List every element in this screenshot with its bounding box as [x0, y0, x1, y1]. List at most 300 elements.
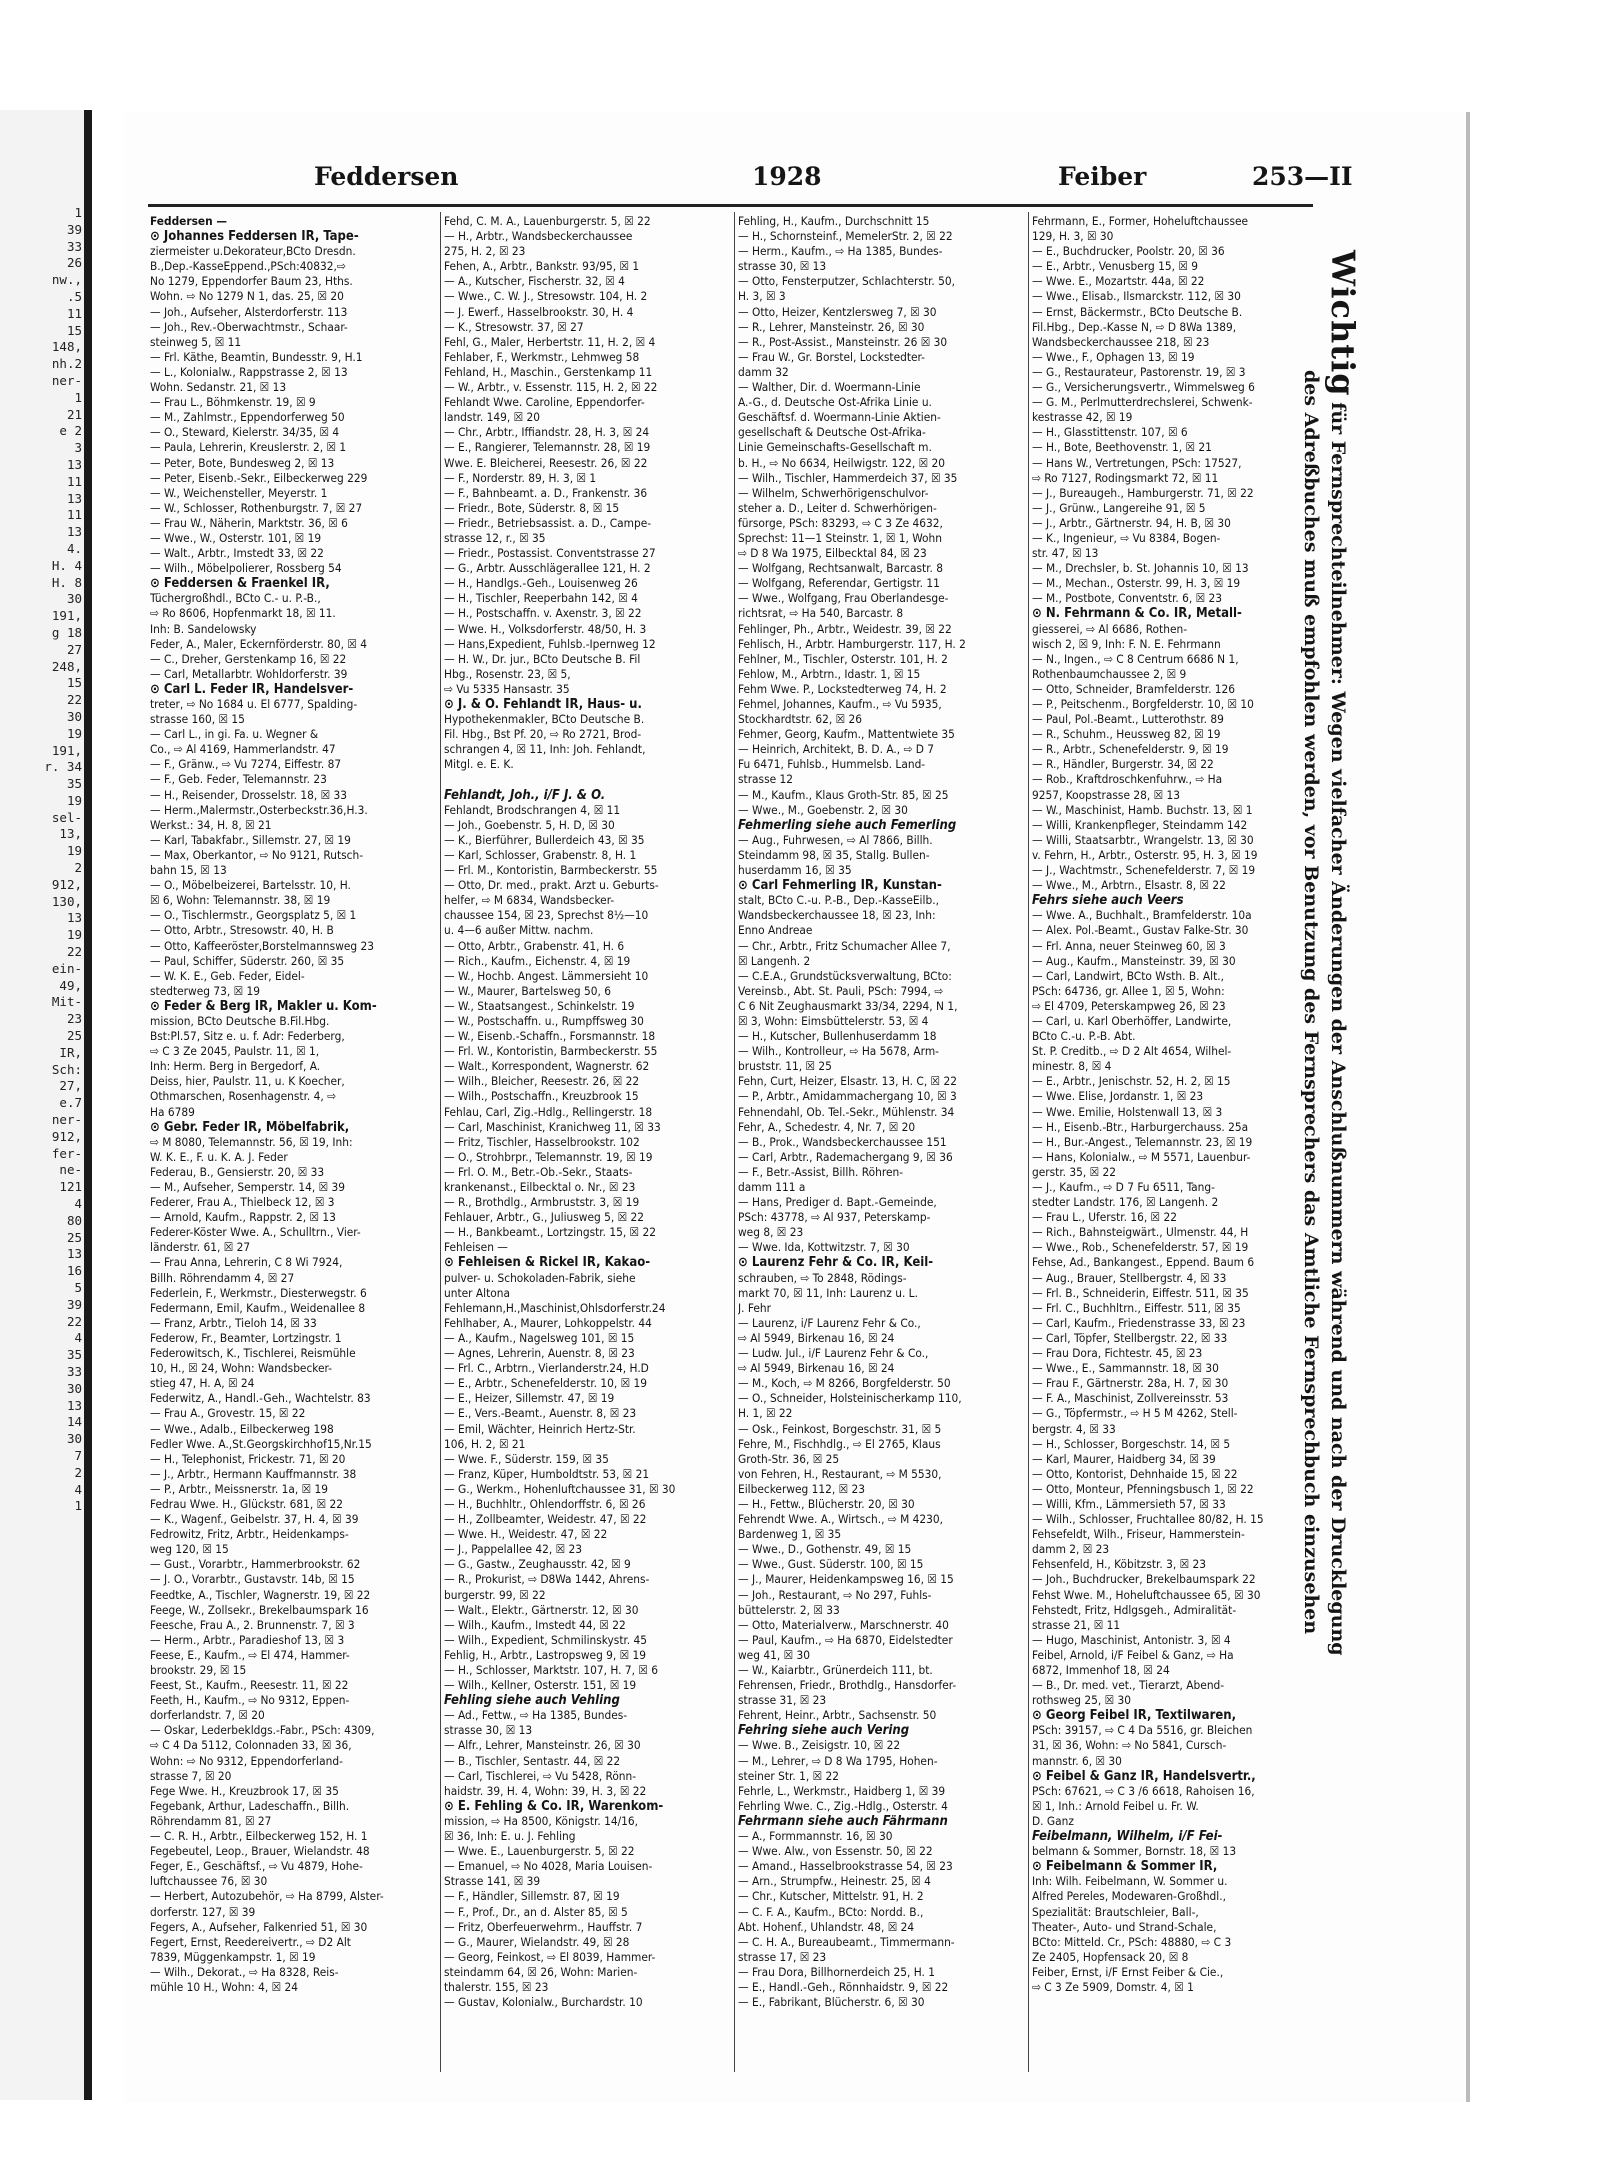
directory-entry-line: Fegert, Ernst, Reedereivertr., ⇨ D2 Alt [150, 1934, 351, 1949]
previous-page-fragment: 13 [66, 1397, 82, 1413]
directory-entry-line: — Otto, Monteur, Pfenningsbusch 1, ☒ 22 [1032, 1481, 1254, 1496]
directory-entry-line: — Wwe. F., Süderstr. 159, ☒ 35 [444, 1451, 609, 1466]
directory-entry-line: H. 3, ☒ 3 [738, 289, 786, 304]
directory-entry-line: landstr. 149, ☒ 20 [444, 410, 541, 425]
previous-page-fragment: sel- [51, 809, 82, 825]
directory-entry-line: — M., Lehrer, ⇨ D 8 Wa 1795, Hohen- [738, 1753, 938, 1768]
directory-entry-line: H. 1, ☒ 22 [738, 1406, 793, 1421]
directory-entry-line: — Joh., Rev.-Oberwachtmstr., Schaar- [150, 319, 348, 334]
directory-entry-line: — H., Glasstittenstr. 107, ☒ 6 [1032, 425, 1188, 440]
directory-entry-line: — Otto, Schneider, Bramfelderstr. 126 [1032, 681, 1236, 696]
directory-entry-line: stieg 47, H. A, ☒ 24 [150, 1376, 255, 1391]
directory-entry-line: — Wilh., Expedient, Schmilinskystr. 45 [444, 1632, 648, 1647]
directory-entry-line: thalerstr. 155, ☒ 23 [444, 1979, 549, 1994]
directory-entry-line: — Frl. W., Kontoristin, Barmbeckerstr. 55 [444, 1044, 658, 1059]
directory-entry-line: ☒ 1, Inh.: Arnold Feibel u. Fr. W. [1032, 1798, 1199, 1813]
directory-entry-line: — H., Arbtr., Wandsbeckerchaussee [444, 229, 633, 244]
directory-entry-line: Federau, B., Gensierstr. 20, ☒ 33 [150, 1164, 325, 1179]
directory-entry-line: — Frau L., Böhmkenstr. 19, ☒ 9 [150, 395, 316, 410]
directory-entry-line: ⇨ Ro 7127, Rodingsmarkt 72, ☒ 11 [1032, 470, 1219, 485]
directory-entry-line: Fegebank, Arthur, Ladeschaffn., Billh. [150, 1798, 350, 1813]
directory-entry-line: — Wwe., M., Goebenstr. 2, ☒ 30 [738, 802, 908, 817]
directory-entry-line: — Wwe., D., Gothenstr. 49, ☒ 15 [738, 1542, 912, 1557]
directory-entry-line: — Wilh., Kaufm., Imstedt 44, ☒ 22 [444, 1617, 626, 1632]
directory-entry-line: — W., Maurer, Bartelsweg 50, 6 [444, 983, 611, 998]
directory-entry-line: — J., Kaufm., ⇨ D 7 Fu 6511, Tang- [1032, 1180, 1215, 1194]
directory-entry-line: Fehnendahl, Ob. Tel.-Sekr., Mühlenstr. 34 [738, 1104, 955, 1119]
directory-entry-line: — Frau W., Näherin, Marktstr. 36, ☒ 6 [150, 515, 348, 530]
directory-entry-line: länderstr. 61, ☒ 27 [150, 1240, 251, 1255]
directory-entry-line: — Wwe. Elise, Jordanstr. 1, ☒ 23 [1032, 1089, 1204, 1104]
previous-page-fragment: nw., [51, 272, 82, 288]
previous-page-fragment: 148, [51, 339, 82, 355]
directory-entry-line: — H., Bankbeamt., Lortzingstr. 15, ☒ 22 [444, 1225, 656, 1240]
header-rule [148, 204, 1313, 207]
previous-page-fragment: e 2 [59, 423, 82, 439]
directory-entry-line: — Alex. Pol.-Beamt., Gustav Falke-Str. 30 [1032, 923, 1249, 938]
directory-entry-line: ⊙ Laurenz Fehr & Co. IR, Keil- [738, 1255, 934, 1271]
directory-entry-line: — Carl, Tischlerei, ⇨ Vu 5428, Rönn- [444, 1768, 637, 1783]
directory-entry-line: Feiber, Ernst, i/F Ernst Feiber & Cie., [1032, 1964, 1224, 1979]
directory-entry-line: Steindamm 98, ☒ 35, Stallg. Bullen- [738, 847, 930, 862]
directory-entry-line: — H., Zollbeamter, Weidestr. 47, ☒ 22 [444, 1512, 647, 1527]
directory-entry-line: büttelerstr. 2, ☒ 33 [738, 1602, 840, 1617]
previous-page-fragment: g 18 [51, 624, 82, 640]
directory-entry-line: — J., Arbtr., Gärtnerstr. 94, H. B, ☒ 30 [1032, 515, 1231, 530]
directory-entry-line: 7839, Müggenkampstr. 1, ☒ 19 [150, 1949, 316, 1964]
directory-entry-line: — C.E.A., Grundstücksverwaltung, BCto: [738, 968, 952, 983]
directory-entry-line: — H., Handlgs.-Geh., Louisenweg 26 [444, 576, 638, 591]
directory-entry-line: — Georg, Feinkost, ⇨ El 8039, Hammer- [444, 1949, 656, 1964]
directory-entry-line: Fehleisen — [444, 1240, 508, 1255]
directory-entry-line: ⇨ Al 5949, Birkenau 16, ☒ 24 [738, 1330, 895, 1345]
directory-entry-line: — Agnes, Lehrerin, Auenstr. 8, ☒ 23 [444, 1346, 635, 1361]
directory-entry-line: — W., Schlosser, Rothenburgstr. 7, ☒ 27 [150, 500, 363, 515]
previous-page-fragment: 15 [66, 675, 82, 691]
directory-entry-line: — Wilh., Kellner, Osterstr. 151, ☒ 19 [444, 1678, 637, 1693]
directory-entry-line: Wwe. E. Bleicherei, Reesestr. 26, ☒ 22 [444, 455, 648, 470]
directory-entry-line: — Frl. Anna, neuer Steinweg 60, ☒ 3 [1032, 938, 1226, 953]
directory-entry-line: ⇨ Al 5949, Birkenau 16, ☒ 24 [738, 1361, 895, 1376]
directory-entry-line: — F., Gränw., ⇨ Vu 7274, Eiffestr. 87 [150, 757, 342, 772]
previous-page-fragment: 121 [59, 1179, 82, 1195]
directory-entry-line: — F., Händler, Sillemstr. 87, ☒ 19 [444, 1889, 620, 1904]
directory-entry-line: Fehlig, H., Arbtr., Lastropsweg 9, ☒ 19 [444, 1647, 647, 1662]
directory-entry-line: — Fritz, Tischler, Hasselbrookstr. 102 [444, 1134, 640, 1149]
directory-entry-line: Fehrent, Heinr., Arbtr., Sachsenstr. 50 [738, 1708, 937, 1723]
directory-entry-line: — Walt., Arbtr., Imstedt 33, ☒ 22 [150, 546, 324, 561]
previous-page-fragment: 22 [66, 1313, 82, 1329]
directory-entry-line: Fehen, A., Arbtr., Bankstr. 93/95, ☒ 1 [444, 259, 640, 274]
directory-entry-line: Fu 6471, Fuhlsb., Hummelsb. Land- [738, 757, 926, 772]
directory-entry-line: damm 111 a [738, 1180, 806, 1194]
directory-entry-line: J. Fehr [738, 1300, 771, 1315]
directory-entry-line: — Hans, Kolonialw., ⇨ M 5571, Lauenbur- [1032, 1149, 1251, 1164]
column-divider [1028, 212, 1029, 2072]
previous-page-fragment: 25 [66, 1028, 82, 1044]
directory-entry-line: — A., Formmannstr. 16, ☒ 30 [738, 1829, 893, 1844]
directory-entry-line: — H., Schornsteinf., MemelerStr. 2, ☒ 22 [738, 229, 953, 244]
directory-entry-line: — Otto, Materialverw., Marschnerstr. 40 [738, 1617, 949, 1632]
directory-entry-line: — Wwe. Ida, Kottwitzstr. 7, ☒ 30 [738, 1240, 910, 1255]
directory-entry-line: Rothenbaumchaussee 2, ☒ 9 [1032, 666, 1187, 681]
directory-entry-line: — H., Kutscher, Bullenhuserdamm 18 [738, 1029, 937, 1044]
previous-page-fragment: 4 [74, 1196, 82, 1212]
directory-entry-line: Fehlaber, F., Werkmstr., Lehmweg 58 [444, 349, 640, 364]
directory-entry-line: burgerstr. 99, ☒ 22 [444, 1587, 546, 1602]
directory-entry-line: Fehlisch, H., Arbtr. Hamburgerstr. 117, H. 2 [738, 636, 966, 651]
previous-page-fragment: 30 [66, 1380, 82, 1396]
directory-entry-line: — Wwe. E., Lauenburgerstr. 5, ☒ 22 [444, 1844, 635, 1859]
directory-entry-line: Fehrs siehe auch Veers [1032, 893, 1184, 909]
directory-entry-line: ⊙ Johannes Feddersen IR, Tape- [150, 229, 359, 245]
directory-entry-line: — Herm., Arbtr., Paradieshof 13, ☒ 3 [150, 1632, 345, 1647]
notice-block-2 [1300, 370, 1322, 1634]
directory-entry-line: — G., Versicherungsvertr., Wimmelsweg 6 [1032, 380, 1255, 395]
directory-entry-line: — H., Postschaffn. v. Axenstr. 3, ☒ 22 [444, 606, 642, 621]
directory-entry-line: Feest, St., Kaufm., Reesestr. 11, ☒ 22 [150, 1678, 349, 1693]
directory-entry-line: ziermeister u.Dekorateur,BCto Dresdn. [150, 244, 356, 259]
directory-entry-line: — Frau W., Gr. Borstel, Lockstedter- [738, 349, 925, 364]
previous-page-fragment: 1 [74, 205, 82, 220]
directory-entry-line: chaussee 154, ☒ 23, Sprechst 8½—10 [444, 908, 649, 923]
previous-page-fragment: 22 [66, 692, 82, 708]
previous-page-fragment: 49, [59, 977, 82, 993]
directory-entry-line: Fehrmann siehe auch Fährmann [738, 1813, 948, 1829]
previous-page-fragment: 11 [66, 473, 82, 489]
directory-entry-line: mission, BCto Deutsche B.Fil.Hbg. [150, 1013, 330, 1028]
directory-entry-line: — H., Reisender, Drosselstr. 18, ☒ 33 [150, 787, 347, 802]
directory-entry-line: bergstr. 4, ☒ 33 [1032, 1421, 1116, 1436]
directory-entry-line: — F., Geb. Feder, Telemannstr. 23 [150, 772, 327, 787]
directory-entry-line: — Joh., Restaurant, ⇨ No 297, Fuhls- [738, 1587, 932, 1602]
directory-entry-line: — Wwe., Gust. Süderstr. 100, ☒ 15 [738, 1557, 924, 1572]
directory-entry-line: mannstr. 6, ☒ 30 [1032, 1753, 1122, 1768]
previous-page-edge [0, 110, 92, 2100]
directory-entry-line: — O., Steward, Kielerstr. 34/35, ☒ 4 [150, 425, 340, 440]
directory-entry-line: — Peter, Eisenb.-Sekr., Eilbeckerweg 229 [150, 470, 368, 485]
directory-entry-line: Röhrendamm 81, ☒ 27 [150, 1813, 272, 1828]
directory-entry-line: — C. H. A., Bureaubeamt., Timmermann- [738, 1934, 955, 1949]
directory-entry-line: BCto: Mitteld. Cr., PSch: 48880, ⇨ C 3 [1032, 1934, 1232, 1949]
directory-entry-line: ⊙ Feder & Berg IR, Makler u. Kom- [150, 998, 377, 1014]
directory-entry-line: giesserei, ⇨ Al 6686, Rothen- [1032, 621, 1188, 636]
previous-page-fragment: IR, [59, 1044, 82, 1060]
directory-entry-line: — G., Werkm., Hohenluftchaussee 31, ☒ 30 [444, 1481, 676, 1496]
directory-entry-line: — W., Maschinist, Hamb. Buchstr. 13, ☒ 1 [1032, 802, 1253, 817]
directory-entry-line: Fegers, A., Aufseher, Falkenried 51, ☒ 30 [150, 1919, 368, 1934]
directory-entry-line: — W., Weichensteller, Meyerstr. 1 [150, 485, 328, 500]
directory-entry-line: — K., Wagenf., Geibelstr. 37, H. 4, ☒ 39 [150, 1512, 359, 1527]
previous-page-fragment: 30 [66, 591, 82, 607]
directory-entry-line: — G., Arbtr. Ausschlägerallee 121, H. 2 [444, 561, 651, 576]
directory-entry-line: steher a. D., Leiter d. Schwerhörigen- [738, 500, 937, 515]
page-right-edge [1466, 112, 1470, 2102]
directory-entry-line: fürsorge, PSch: 83293, ⇨ C 3 Ze 4632, [738, 515, 943, 530]
directory-entry-line: — Karl, Tabakfabr., Sillemstr. 27, ☒ 19 [150, 832, 351, 847]
directory-entry-line: Wandsbeckerchaussee 218, ☒ 23 [1032, 334, 1210, 349]
directory-entry-line: Federow, Fr., Beamter, Lortzingstr. 1 [150, 1330, 342, 1345]
directory-entry-line: — O., Möbelbeizerei, Bartelsstr. 10, H. [150, 878, 351, 893]
directory-entry-line: dorferstr. 127, ☒ 39 [150, 1904, 256, 1919]
directory-entry-line: — Rich., Kaufm., Eichenstr. 4, ☒ 19 [444, 953, 631, 968]
previous-page-fragment: 11 [66, 507, 82, 523]
directory-entry-line: ⊙ Gebr. Feder IR, Möbelfabrik, [150, 1119, 350, 1135]
previous-page-fragment: 22 [66, 944, 82, 960]
directory-entry-line: — E., Heizer, Sillemstr. 47, ☒ 19 [444, 1391, 615, 1406]
directory-entry-line: ⊙ Feddersen & Fraenkel IR, [150, 576, 330, 592]
directory-entry-line: 275, H. 2, ☒ 23 [444, 244, 526, 259]
directory-entry-line: — Amand., Hasselbrookstrasse 54, ☒ 23 [738, 1859, 953, 1874]
directory-entry-line: Wohn. ⇨ No 1279 N 1, das. 25, ☒ 20 [150, 289, 344, 304]
directory-entry-line: Fehl, G., Maler, Herbertstr. 11, H. 2, ☒ 4 [444, 334, 656, 349]
directory-entry-line: Fehlandt, Joh., i/F J. & O. [444, 787, 606, 803]
directory-entry-line: — P., Peitschenm., Borgfelderstr. 10, ☒ 10 [1032, 697, 1254, 711]
directory-entry-line: ⇨ C 3 Ze 5909, Domstr. 4, ☒ 1 [1032, 1979, 1194, 1994]
directory-entry-line: Fehsefeldt, Wilh., Friseur, Hammerstein- [1032, 1527, 1245, 1542]
directory-entry-line: Wohn. Sedanstr. 21, ☒ 13 [150, 380, 287, 395]
directory-entry-line: Linie Gemeinschafts-Gesellschaft m. [738, 440, 932, 455]
directory-entry-line: — G., Restaurateur, Pastorenstr. 19, ☒ 3 [1032, 364, 1246, 379]
directory-entry-line: — C. F. A., Kaufm., BCto: Nordd. B., [738, 1904, 924, 1919]
directory-entry-line: — Walt., Korrespondent, Wagnerstr. 62 [444, 1059, 650, 1074]
previous-page-fragment: 19 [66, 725, 82, 741]
directory-entry-line: Federer, Frau A., Thielbeck 12, ☒ 3 [150, 1195, 335, 1210]
previous-page-fragment: 21 [66, 406, 82, 422]
directory-entry-line: — J., Bureaugeh., Hamburgerstr. 71, ☒ 22 [1032, 485, 1254, 500]
directory-entry-line: — Max, Oberkantor, ⇨ No 9121, Rutsch- [150, 847, 364, 862]
directory-entry-line: Fehre, M., Fischhdlg., ⇨ El 2765, Klaus [738, 1436, 941, 1451]
directory-entry-line: strasse 30, ☒ 13 [738, 259, 827, 274]
directory-entry-line: — G. M., Perlmutterdrechslerei, Schwenk- [1032, 395, 1253, 410]
notice-block [1324, 250, 1362, 1656]
directory-entry-line: — Frau Dora, Fichtestr. 45, ☒ 23 [1032, 1346, 1203, 1361]
directory-entry-line: Alfred Pereles, Modewaren-Großhdl., [1032, 1889, 1226, 1904]
directory-entry-line: — Franz, Küper, Humboldtstr. 53, ☒ 21 [444, 1466, 650, 1481]
directory-entry-line: Fehse, Ad., Bankangest., Eppend. Baum 6 [1032, 1255, 1255, 1270]
directory-entry-line: treter, ⇨ No 1684 u. El 6777, Spalding- [150, 697, 358, 711]
directory-entry-line: — Wwe., Elisab., Ilsmarckstr. 112, ☒ 30 [1032, 289, 1241, 304]
directory-entry-line: Fehlow, M., Arbtrn., Idastr. 1, ☒ 15 [738, 666, 921, 681]
directory-entry-line: — M., Postbote, Conventstr. 6, ☒ 23 [1032, 591, 1222, 606]
directory-entry-line: Fedrau Wwe. H., Glückstr. 681, ☒ 22 [150, 1496, 343, 1511]
directory-entry-line: — G., Gastw., Zeughausstr. 42, ☒ 9 [444, 1557, 631, 1572]
directory-entry-line: — N., Ingen., ⇨ C 8 Centrum 6686 N 1, [1032, 651, 1239, 666]
directory-entry-line: Fil. Hbg., Bst Pf. 20, ⇨ Ro 2721, Brod- [444, 727, 642, 742]
directory-entry-line: Feesche, Frau A., 2. Brunnenstr. 7, ☒ 3 [150, 1617, 355, 1632]
directory-entry-line: ☒ 3, Wohn: Eimsbüttelerstr. 53, ☒ 4 [738, 1013, 929, 1028]
previous-page-fragment: 13 [66, 456, 82, 472]
directory-entry-line: — Herm., Kaufm., ⇨ Ha 1385, Bundes- [738, 244, 943, 259]
directory-entry-line: — Hugo, Maschinist, Antonistr. 3, ☒ 4 [1032, 1632, 1231, 1647]
directory-entry-line: — M., Aufseher, Semperstr. 14, ☒ 39 [150, 1180, 345, 1194]
directory-entry-line: ⇨ M 8080, Telemannstr. 56, ☒ 19, Inh: [150, 1134, 353, 1149]
directory-entry-line: — Arn., Strumpfw., Heinestr. 25, ☒ 4 [738, 1874, 931, 1889]
directory-entry-line: — Arnold, Kaufm., Rappstr. 2, ☒ 13 [150, 1210, 336, 1225]
directory-entry-line: Fege Wwe. H., Kreuzbrook 17, ☒ 35 [150, 1783, 339, 1798]
directory-entry-line: — Willi, Kfm., Lämmersieth 57, ☒ 33 [1032, 1496, 1226, 1511]
directory-entry-line: — Wolfgang, Referendar, Gertigstr. 11 [738, 576, 940, 591]
directory-entry-line: Vereinsb., Abt. St. Pauli, PSch: 7994, ⇨ [738, 983, 944, 998]
directory-entry-line: — Aug., Brauer, Stellbergstr. 4, ☒ 33 [1032, 1270, 1227, 1285]
previous-page-fragment: 19 [66, 792, 82, 808]
directory-entry-line: Inh: B. Sandelowsky [150, 621, 257, 636]
directory-entry-line: — R., Schuhm., Heussweg 82, ☒ 19 [1032, 727, 1221, 742]
directory-entry-line: 106, H. 2, ☒ 21 [444, 1436, 526, 1451]
directory-entry-line: str. 47, ☒ 13 [1032, 546, 1099, 561]
directory-entry-line: Fehsenfeld, H., Köbitzstr. 3, ☒ 23 [1032, 1557, 1206, 1572]
directory-entry-line: — W., Staatsangest., Schinkelstr. 19 [444, 998, 635, 1013]
directory-entry-line: — L., Kolonialw., Rappstrasse 2, ☒ 13 [150, 364, 348, 379]
directory-entry-line: — Fritz, Oberfeuerwehrm., Hauffstr. 7 [444, 1919, 643, 1934]
directory-entry-line: — E., Handl.-Geh., Rönnhaidstr. 9, ☒ 22 [738, 1979, 949, 1994]
directory-entry-line: — H., Schlosser, Marktstr. 107, H. 7, ☒ 6 [444, 1663, 658, 1677]
directory-entry-line: — J., Wachtmstr., Schenefelderstr. 7, ☒ 19 [1032, 863, 1256, 878]
directory-entry-line: — W., Postschaffn. u., Rumpffsweg 30 [444, 1013, 644, 1028]
previous-page-fragment: 27 [66, 641, 82, 657]
previous-page-fragment: nh.2 [51, 356, 82, 372]
previous-page-fragment: 2 [74, 1464, 82, 1480]
directory-entry-line: schrauben, ⇨ To 2848, Rödings- [738, 1270, 907, 1285]
directory-entry-line: u. 4—6 außer Mittw. nachm. [444, 923, 594, 938]
previous-page-fragment: 13, [59, 826, 82, 842]
directory-entry-line: — Peter, Bote, Bundesweg 2, ☒ 13 [150, 455, 335, 470]
directory-entry-line: weg 41, ☒ 30 [738, 1647, 810, 1662]
previous-page-fragment: 4. [66, 540, 82, 556]
directory-entry-line: Enno Andreae [738, 923, 813, 938]
directory-entry-line: — Otto, Dr. med., prakt. Arzt u. Geburts- [444, 878, 659, 893]
directory-entry-line: damm 2, ☒ 23 [1032, 1542, 1110, 1557]
directory-entry-line: Eilbeckerweg 112, ☒ 23 [738, 1481, 866, 1496]
directory-entry-line: — Friedr., Betriebsassist. a. D., Campe- [444, 515, 652, 530]
previous-page-fragment: 4 [74, 1330, 82, 1346]
directory-entry-line: strasse 12, r., ☒ 35 [444, 530, 546, 545]
column-1 [150, 214, 437, 2079]
directory-entry-line: Othmarschen, Rosenhagenstr. 4, ⇨ [150, 1089, 336, 1104]
directory-entry-line: — W., Eisenb.-Schaffn., Forsmannstr. 18 [444, 1029, 656, 1044]
directory-entry-line: — E., Buchdrucker, Poolstr. 20, ☒ 36 [1032, 244, 1225, 259]
directory-entry-line: — E., Fabrikant, Blücherstr. 6, ☒ 30 [738, 1995, 925, 2010]
directory-entry-line: Tüchergroßhdl., BCto C.- u. P.-B., [150, 591, 321, 606]
directory-entry-line: markt 70, ☒ 11, Inh: Laurenz u. L. [738, 1285, 918, 1300]
directory-entry-line: — R., Prokurist, ⇨ D8Wa 1442, Ahrens- [444, 1572, 650, 1587]
directory-entry-line: Deiss, hier, Paulstr. 11, u. K Koecher, [150, 1074, 345, 1089]
directory-entry-line: — Otto, Arbtr., Grabenstr. 41, H. 6 [444, 938, 625, 953]
directory-entry-line: 9257, Koopstrasse 28, ☒ 13 [1032, 787, 1180, 802]
directory-entry-line: strasse 7, ☒ 20 [150, 1768, 232, 1783]
directory-entry-line: — Walther, Dir. d. Woermann-Linie [738, 380, 921, 395]
previous-page-fragment: 15 [66, 322, 82, 338]
directory-entry-line: — Alfr., Lehrer, Mansteinstr. 26, ☒ 30 [444, 1738, 641, 1753]
directory-entry-line: — Aug., Kaufm., Mansteinstr. 39, ☒ 30 [1032, 953, 1236, 968]
directory-entry-line: — Wwe., W., Osterstr. 101, ☒ 19 [150, 530, 322, 545]
directory-entry-line: Ha 6789 [150, 1104, 195, 1119]
directory-entry-line: — Frau L., Uferstr. 16, ☒ 22 [1032, 1210, 1177, 1225]
directory-entry-line: — Wwe., M., Arbtrn., Elsastr. 8, ☒ 22 [1032, 878, 1226, 893]
directory-entry-line: — J. O., Vorarbtr., Gustavstr. 14b, ☒ 15 [150, 1572, 355, 1587]
directory-entry-line: Fehlandt Wwe. Caroline, Eppendorfer- [444, 395, 645, 410]
directory-entry-line: Fehland, H., Maschin., Gerstenkamp 11 [444, 364, 653, 379]
directory-entry-line: PSch: 67621, ⇨ C 3 /6 6618, Rahoisen 16, [1032, 1783, 1255, 1798]
directory-entry-line: Fehr, A., Schedestr. 4, Nr. 7, ☒ 20 [738, 1119, 916, 1134]
directory-entry-line: Fehlinger, Ph., Arbtr., Weidestr. 39, ☒ 22 [738, 621, 952, 636]
previous-page-fragment: 1 [74, 1498, 82, 1514]
directory-entry-line: — E., Vers.-Beamt., Auenstr. 8, ☒ 23 [444, 1406, 637, 1421]
previous-page-fragment: ner- [51, 1112, 82, 1128]
directory-entry-line: kestrasse 42, ☒ 19 [1032, 410, 1133, 425]
directory-entry-line: — Otto, Heizer, Kentzlersweg 7, ☒ 30 [738, 304, 937, 319]
directory-entry-line: Feese, E., Kaufm., ⇨ El 474, Hammer- [150, 1647, 350, 1662]
directory-entry-line: krankenanst., Eilbecktal o. Nr., ☒ 23 [444, 1180, 636, 1194]
directory-entry-line: Hypothekenmakler, BCto Deutsche B. [444, 712, 645, 727]
directory-entry-line: steindamm 64, ☒ 26, Wohn: Marien- [444, 1964, 638, 1979]
directory-entry-line: Fehlemann,H.,Maschinist,Ohlsdorferstr.24 [444, 1300, 666, 1315]
directory-entry-line: — Emil, Wächter, Heinrich Hertz-Str. [444, 1421, 636, 1436]
directory-entry-line: ⇨ Vu 5335 Hansastr. 35 [444, 681, 570, 696]
directory-entry-line: — Gust., Vorarbtr., Hammerbrookstr. 62 [150, 1557, 361, 1572]
directory-entry-line: ⇨ Ro 8606, Hopfenmarkt 18, ☒ 11. [150, 606, 336, 621]
directory-entry-line: — Walt., Elektr., Gärtnerstr. 12, ☒ 30 [444, 1602, 639, 1617]
directory-entry-line: — Otto, Kaffeeröster,Borstelmannsweg 23 [150, 938, 375, 953]
header-left-keyword: Feddersen [314, 162, 459, 191]
directory-entry-line: Abt. Hohenf., Uhlandstr. 48, ☒ 24 [738, 1919, 915, 1934]
notice-sidebar [1196, 250, 1362, 1950]
directory-entry-line: — Wwe., Wolfgang, Frau Oberlandesge- [738, 591, 949, 606]
directory-entry-line: — Frl. O. M., Betr.-Ob.-Sekr., Staats- [444, 1164, 633, 1179]
directory-entry-line: ⇨ C 4 Da 5112, Colonnaden 33, ☒ 36, [150, 1738, 352, 1753]
directory-entry-line: — E., Arbtr., Venusberg 15, ☒ 9 [1032, 259, 1198, 274]
directory-entry-line: — Wilh., Schlosser, Fruchtallee 80/82, H. 15 [1032, 1512, 1264, 1527]
directory-entry-line: von Fehren, H., Restaurant, ⇨ M 5530, [738, 1466, 942, 1481]
directory-entry-line: — Frl. M., Kontoristin, Barmbeckerstr. 55 [444, 863, 658, 878]
directory-entry-line: ⊙ Feibel & Ganz IR, Handelsvertr., [1032, 1768, 1256, 1784]
directory-entry-line: Wandsbeckerchaussee 18, ☒ 23, Inh: [738, 908, 936, 923]
directory-entry-line: — M., Koch, ⇨ M 8266, Borgfelderstr. 50 [738, 1376, 951, 1391]
directory-entry-line: — Wwe., Rob., Schenefelderstr. 57, ☒ 19 [1032, 1240, 1249, 1255]
directory-entry-line: Spezialität: Brautschleier, Ball-, [1032, 1904, 1199, 1919]
directory-entry-line: — Herbert, Autozubehör, ⇨ Ha 8799, Alster- [150, 1889, 384, 1904]
directory-entry-line: PSch: 43778, ⇨ Al 937, Peterskamp- [738, 1210, 931, 1225]
previous-page-fragment: 26 [66, 255, 82, 271]
directory-entry-line: — W. K. E., Geb. Feder, Eidel- [150, 968, 305, 983]
directory-entry-line: — H., Bote, Beethovenstr. 1, ☒ 21 [1032, 440, 1212, 455]
directory-entry-line: Geschäftsf. d. Woermann-Linie Aktien- [738, 410, 941, 425]
directory-entry-line: — Wilh., Dekorat., ⇨ Ha 8328, Reis- [150, 1964, 339, 1979]
directory-entry-line: — Laurenz, i/F Laurenz Fehr & Co., [738, 1315, 921, 1330]
directory-entry-line: C 6 Nit Zeughausmarkt 33/34, 2294, N 1, [738, 998, 958, 1013]
directory-entry-line: — H., Buchhltr., Ohlendorffstr. 6, ☒ 26 [444, 1496, 646, 1511]
directory-entry-line: — Otto, Arbtr., Stresowstr. 40, H. B [150, 923, 334, 938]
directory-entry-line: dorferlandstr. 7, ☒ 20 [150, 1708, 265, 1723]
directory-entry-line: — Wwe. H., Weidestr. 47, ☒ 22 [444, 1527, 608, 1542]
directory-entry-line: — Willi, Staatsarbtr., Wrangelstr. 13, ☒ 30 [1032, 832, 1254, 847]
directory-entry-line: — Chr., Arbtr., Fritz Schumacher Allee 7, [738, 938, 951, 953]
directory-entry-line: Federer-Köster Wwe. A., Schulltrn., Vier- [150, 1225, 361, 1240]
column-divider [734, 212, 735, 2072]
previous-page-fragment: ner- [51, 372, 82, 388]
directory-entry-line: — Wilh., Postschaffn., Kreuzbrook 15 [444, 1089, 639, 1104]
directory-entry-line: No 1279, Eppendorfer Baum 23, Hths. [150, 274, 353, 289]
directory-entry-line: — G., Töpfermstr., ⇨ H 5 M 4262, Stell- [1032, 1406, 1238, 1421]
previous-page-fragment: 80 [66, 1212, 82, 1228]
column-2 [444, 214, 731, 2079]
directory-entry-line: St. P. Creditb., ⇨ D 2 Alt 4654, Wilhel- [1032, 1044, 1232, 1059]
directory-entry-line: damm 32 [738, 364, 789, 379]
directory-entry-line: — O., Schneider, Holsteinischerkamp 110, [738, 1391, 962, 1406]
directory-entry-line: Fehm Wwe. P., Lockstedterweg 74, H. 2 [738, 681, 947, 696]
previous-page-fragment: 191, [51, 742, 82, 758]
directory-entry-line: — J., Maurer, Heidenkampsweg 16, ☒ 15 [738, 1572, 954, 1587]
